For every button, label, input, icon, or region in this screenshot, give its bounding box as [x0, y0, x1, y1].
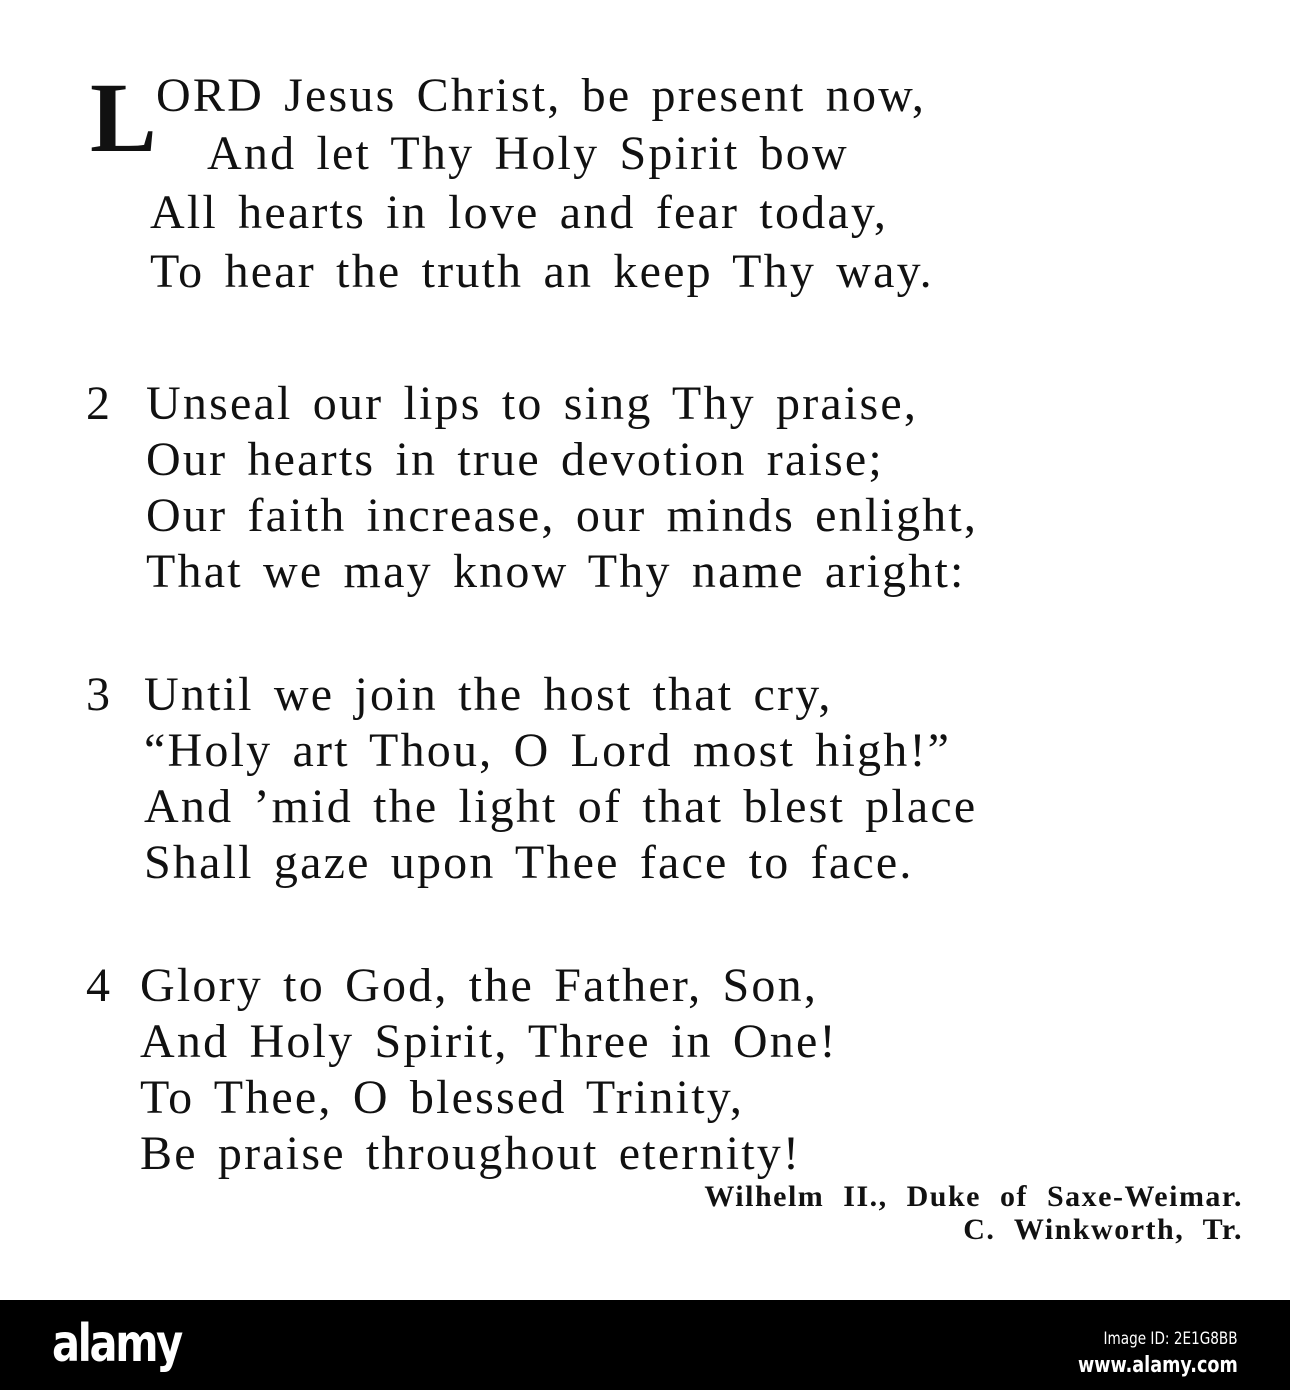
stanza-line: To hear the truth an keep Thy way. [150, 245, 934, 298]
drop-cap: L [90, 62, 157, 173]
stanza-number: 2 [86, 377, 110, 430]
stanza-number: 4 [86, 959, 110, 1012]
stanza-line: To Thee, O blessed Trinity, [140, 1071, 745, 1124]
stanza-line: Glory to God, the Father, Son, [140, 959, 819, 1012]
stanza-line: And let Thy Holy Spirit bow [207, 127, 849, 180]
stanza-number: 3 [86, 668, 110, 721]
stanza-line: And ’mid the light of that blest place [144, 780, 978, 833]
stanza-line: Our faith increase, our minds enlight, [146, 489, 979, 542]
alamy-logo: alamy [52, 1314, 181, 1374]
stanza-line: That we may know Thy name aright: [146, 545, 966, 598]
author-attribution: Wilhelm II., Duke of Saxe-Weimar. [704, 1180, 1243, 1213]
stanza-line: And Holy Spirit, Three in One! [140, 1015, 838, 1068]
stanza-line: Until we join the host that cry, [144, 668, 833, 721]
translator-attribution: C. Winkworth, Tr. [963, 1213, 1243, 1246]
watermark-footer [0, 1300, 1290, 1390]
stanza-line: “Holy art Thou, O Lord most high!” [144, 724, 952, 777]
stanza-line: Unseal our lips to sing Thy praise, [146, 377, 919, 430]
stanza-line: Be praise throughout eternity! [140, 1127, 802, 1180]
stanza-line: Our hearts in true devotion raise; [146, 433, 884, 486]
image-id: Image ID: 2E1G8BB [1103, 1329, 1238, 1349]
stanza-line: Shall gaze upon Thee face to face. [144, 836, 914, 889]
stanza-line: ORD Jesus Christ, be present now, [156, 69, 927, 122]
stanza-line: All hearts in love and fear today, [150, 186, 889, 239]
site-url: www.alamy.com [1078, 1353, 1238, 1378]
